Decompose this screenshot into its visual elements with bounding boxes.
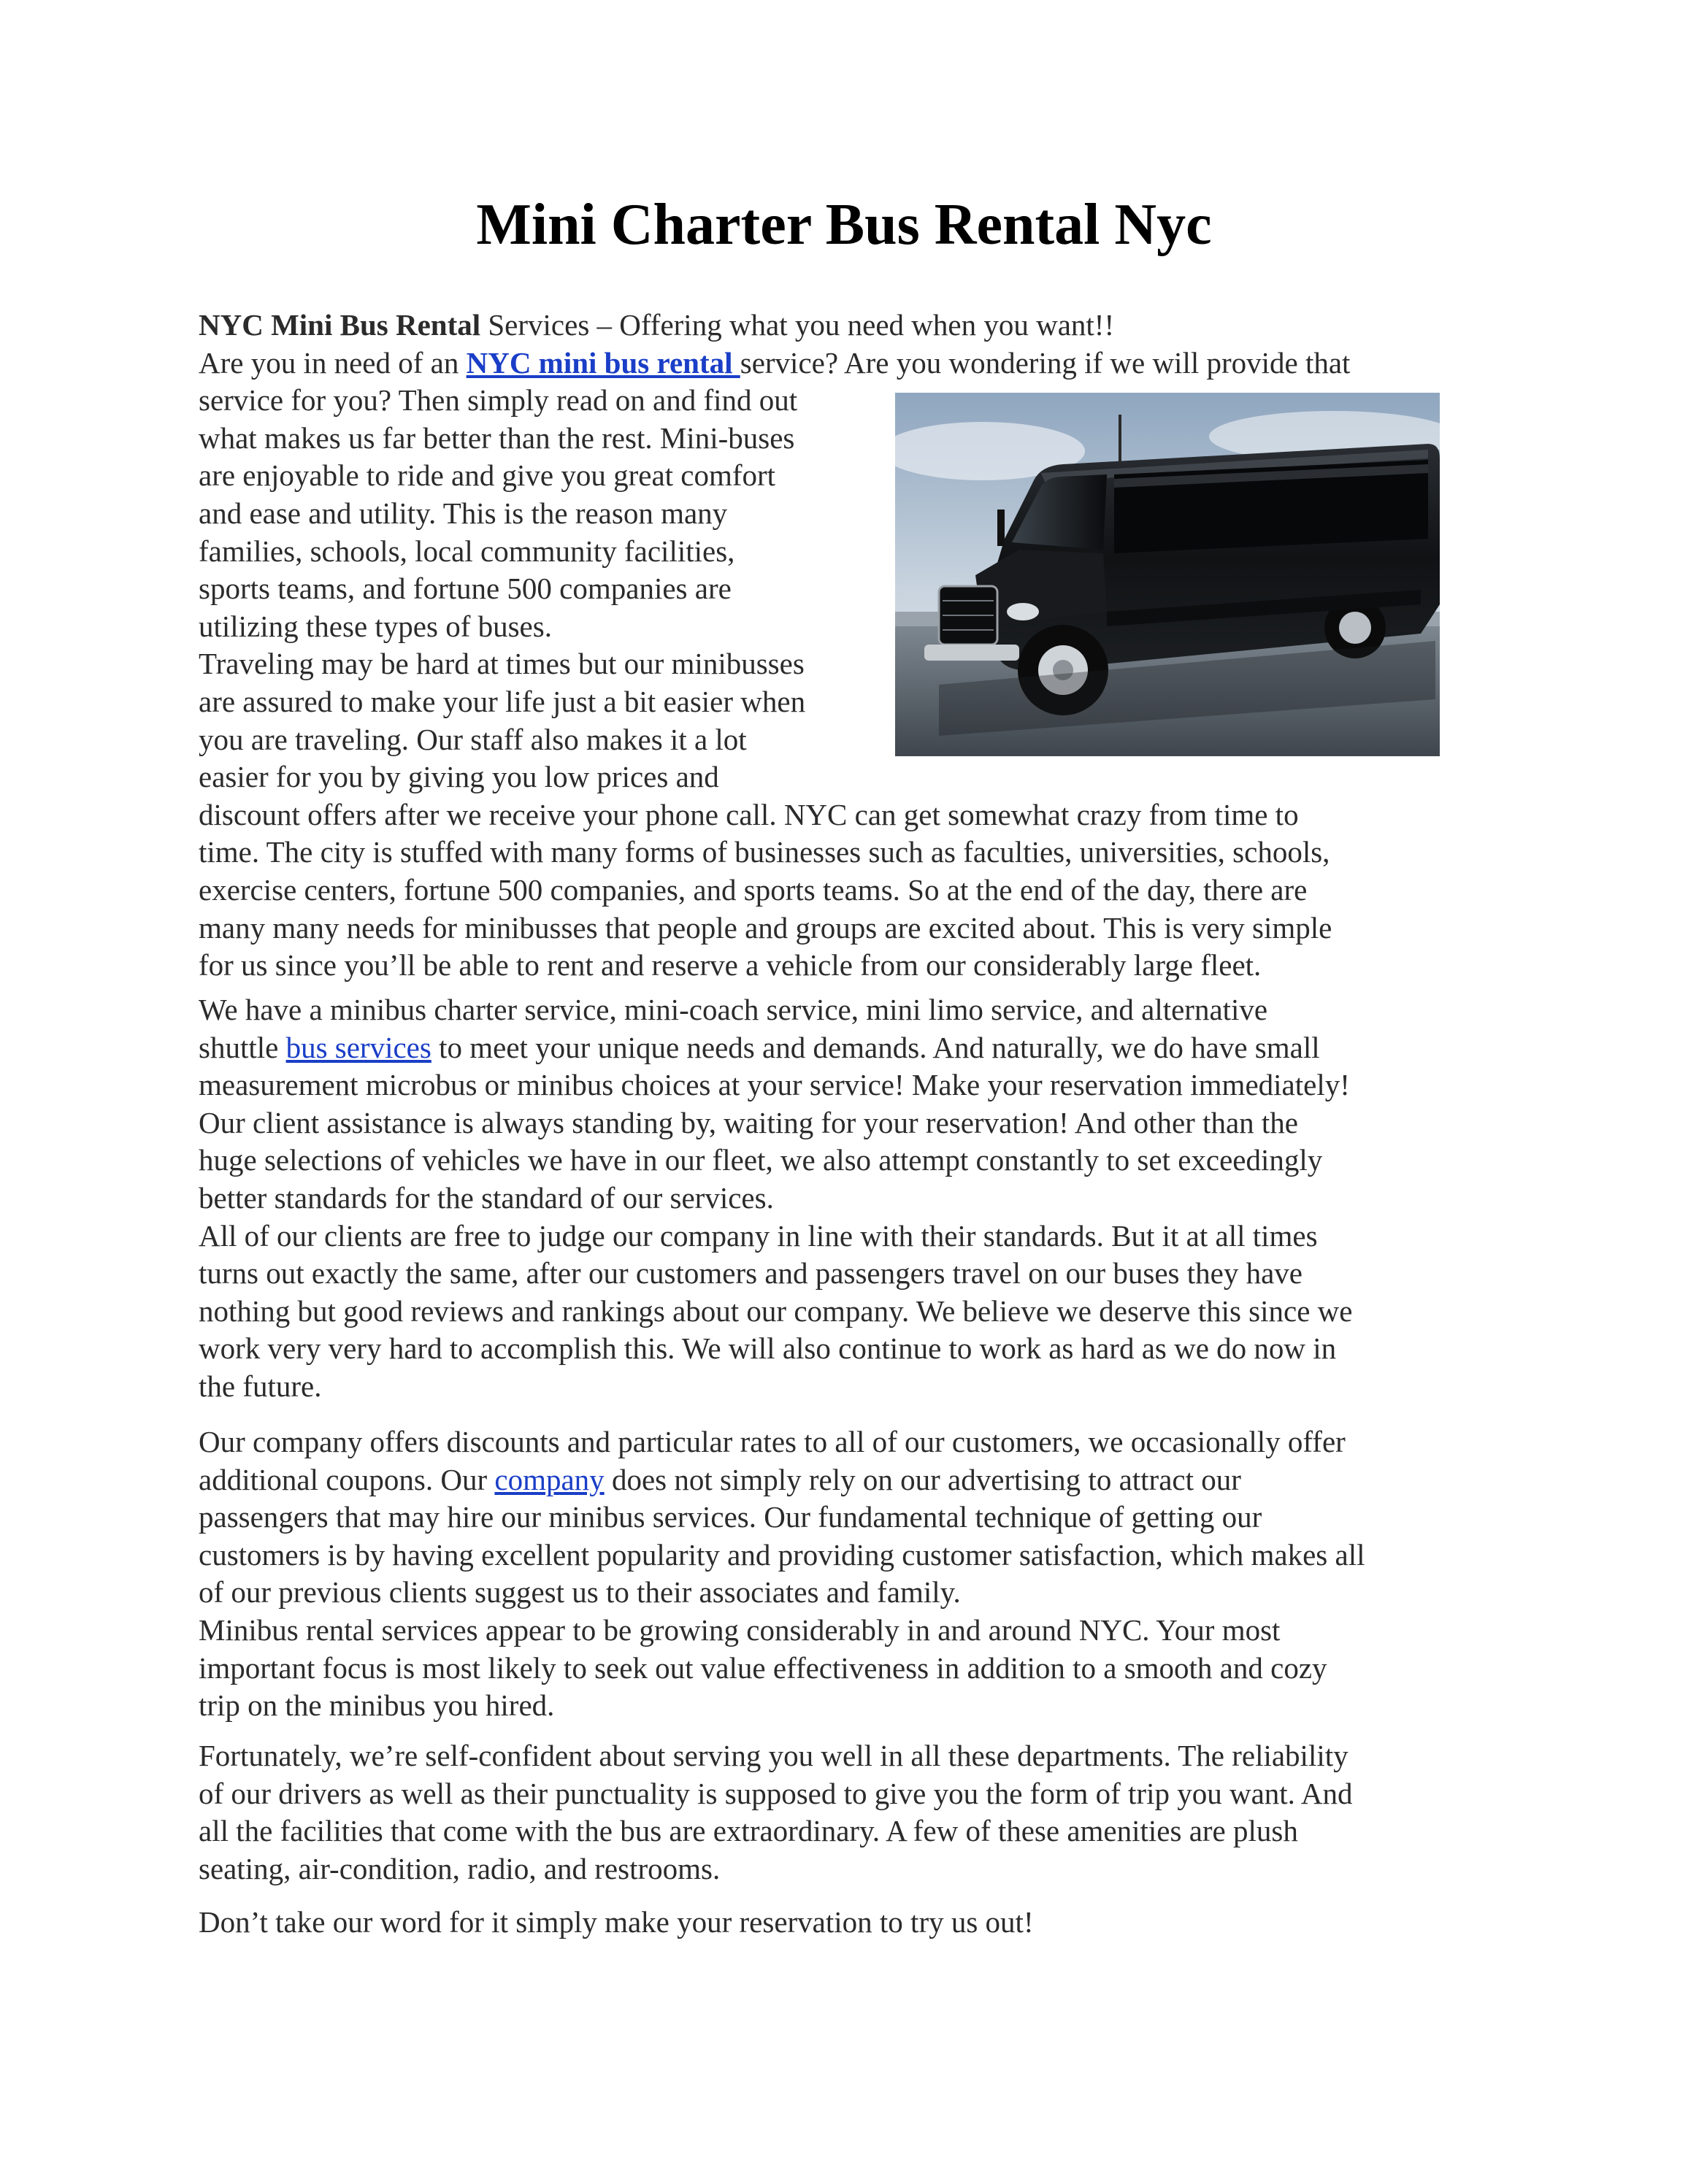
text-line: for us since you’ll be able to rent and reserve a vehicle from our considerably large fleet. [199, 948, 1262, 983]
text-line: work very very hard to accomplish this. We will also continue to work as hard as we do now in [199, 1331, 1337, 1366]
text-line: turns out exactly the same, after our customers and passengers travel on our buses they have [199, 1256, 1303, 1291]
text-after-link: to meet your unique needs and demands. And naturally, we do have small [431, 1030, 1320, 1064]
wrap-line: are enjoyable to ride and give you great comfort [199, 458, 776, 493]
wrap-line: are assured to make your life just a bit easier when [199, 684, 806, 718]
text-line: trip on the minibus you hired. [199, 1688, 555, 1723]
intro-rest-text: Services – Offering what you need when you want!! [480, 308, 1115, 342]
text-line: passengers that may hire our minibus services. Our fundamental technique of getting our [199, 1500, 1262, 1534]
wrap-line: easier for you by giving you low prices and [199, 760, 719, 794]
text-line: measurement microbus or minibus choices at your service! Make your reservation immediately! [199, 1068, 1350, 1102]
paragraph-block-2 [199, 991, 1498, 1406]
bus-services-link[interactable]: bus services [285, 1030, 431, 1064]
page-title: Mini Charter Bus Rental Nyc [476, 193, 1212, 257]
paragraph-block-4 [199, 1737, 1498, 1888]
wrap-line: service for you? Then simply read on and find out [199, 383, 798, 418]
text-line: of our drivers as well as their punctuality is supposed to give you the form of trip you want. And [199, 1776, 1353, 1810]
wrap-line: what makes us far better than the rest. Mini-buses [199, 420, 795, 455]
text-line: huge selections of vehicles we have in our fleet, we also attempt constantly to set exceedingly [199, 1143, 1323, 1177]
wrap-block [199, 382, 870, 796]
text-line: We have a minibus charter service, mini-coach service, mini limo service, and alternative [199, 993, 1268, 1026]
paragraph-block-3 [199, 1423, 1498, 1725]
text-line: many many needs for minibusses that people and groups are excited about. This is very simple [199, 910, 1332, 945]
bus-services-line [199, 1029, 1498, 1067]
text-before-link: additional coupons. Our [199, 1462, 495, 1496]
text-line: better standards for the standard of our services. [199, 1180, 774, 1215]
wrap-line: utilizing these types of buses. [199, 609, 552, 643]
text-before-link: shuttle [199, 1030, 286, 1064]
intro-line [199, 307, 1498, 345]
text-line: all the facilities that come with the bus are extraordinary. A few of these amenities are plush [199, 1814, 1298, 1848]
minibus-photo-icon [895, 393, 1440, 756]
question-text-after: service? Are you wondering if we will provide that [740, 345, 1351, 380]
text-line: Our client assistance is always standing by, waiting for your reservation! And other than the [199, 1105, 1298, 1139]
paragraph-block-5 [199, 1904, 1498, 1942]
wrap-line: families, schools, local community facilities, [199, 534, 735, 568]
text-line: All of our clients are free to judge our company in line with their standards. But it at all times [199, 1218, 1318, 1253]
minibus-photo [895, 393, 1440, 756]
text-line: the future. [199, 1369, 322, 1403]
wrap-line: Traveling may be hard at times but our minibusses [199, 647, 805, 681]
text-after-link: does not simply rely on our advertising to attract our [604, 1462, 1241, 1496]
company-line [199, 1461, 1498, 1499]
wrap-line: you are traveling. Our staff also makes it a lot [199, 722, 747, 756]
company-link[interactable]: company [494, 1462, 605, 1496]
text-line: Fortunately, we’re self-confident about serving you well in all these departments. The reliability [199, 1739, 1349, 1772]
wrap-line: and ease and utility. This is the reason many [199, 496, 728, 530]
wrap-line: sports teams, and fortune 500 companies are [199, 572, 732, 606]
paragraph-block-1 [199, 796, 1498, 985]
intro-bold-text: NYC Mini Bus Rental [199, 308, 481, 342]
closing-line: Don’t take our word for it simply make your reservation to try us out! [199, 1905, 1034, 1939]
text-line: important focus is most likely to seek out value effectiveness in addition to a smooth and cozy [199, 1650, 1327, 1685]
text-line: time. The city is stuffed with many forms of businesses such as faculties, universities, schools, [199, 835, 1330, 869]
text-line: nothing but good reviews and rankings about our company. We believe we deserve this since we [199, 1293, 1353, 1328]
text-line: Our company offers discounts and particular rates to all of our customers, we occasionally offer [199, 1425, 1346, 1458]
nyc-mini-bus-rental-link[interactable]: NYC mini bus rental [466, 345, 740, 380]
text-line: seating, air-condition, radio, and restrooms. [199, 1851, 721, 1885]
text-line: of our previous clients suggest us to their associates and family. [199, 1575, 961, 1610]
text-line: discount offers after we receive your phone call. NYC can get somewhat crazy from time to [199, 797, 1299, 831]
text-line: Minibus rental services appear to be growing considerably in and around NYC. Your most [199, 1612, 1281, 1647]
question-text-before: Are you in need of an [199, 345, 467, 380]
intro-block [199, 307, 1498, 382]
question-line [199, 345, 1498, 382]
text-line: exercise centers, fortune 500 companies, and sports teams. So at the end of the day, there are [199, 872, 1308, 907]
text-line: customers is by having excellent popularity and providing customer satisfaction, which makes all [199, 1537, 1365, 1572]
